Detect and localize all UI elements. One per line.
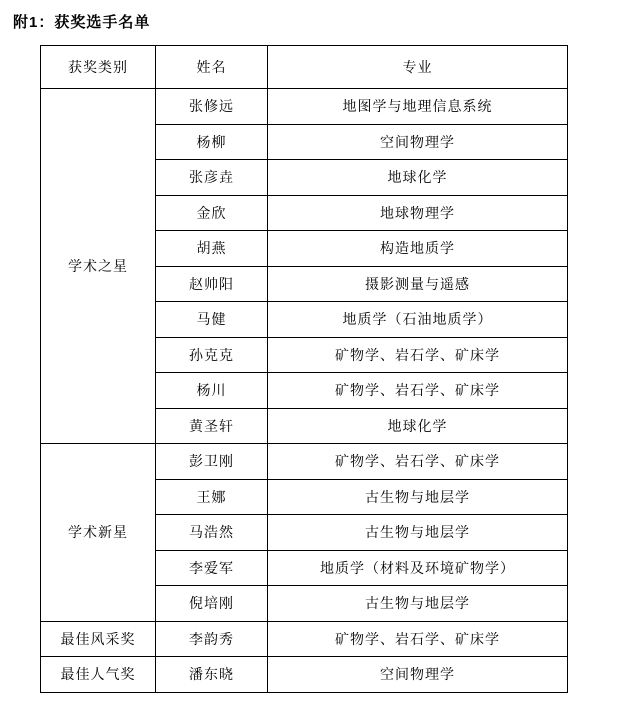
category-cell: 学术新星: [41, 444, 156, 622]
name-cell: 王娜: [156, 479, 268, 515]
major-cell: 地质学（石油地质学）: [268, 302, 568, 338]
header-category: 获奖类别: [41, 46, 156, 89]
table-row: [41, 89, 568, 125]
major-cell: 地质学（材料及环境矿物学）: [268, 550, 568, 586]
name-cell: 孙克克: [156, 337, 268, 373]
major-cell: 地图学与地理信息系统: [268, 89, 568, 125]
major-cell: 空间物理学: [268, 124, 568, 160]
category-cell: 最佳风采奖: [41, 621, 156, 657]
name-cell: 彭卫刚: [156, 444, 268, 480]
name-cell: 杨川: [156, 373, 268, 409]
name-cell: 潘东晓: [156, 657, 268, 693]
name-cell: 马浩然: [156, 515, 268, 551]
category-cell: 学术之星: [41, 89, 156, 444]
name-cell: 倪培刚: [156, 586, 268, 622]
major-cell: 矿物学、岩石学、矿床学: [268, 373, 568, 409]
table-row: [41, 657, 568, 693]
name-cell: 马健: [156, 302, 268, 338]
major-cell: 构造地质学: [268, 231, 568, 267]
page-title: 附1：获奖选手名单: [13, 14, 151, 31]
name-cell: 张修远: [156, 89, 268, 125]
name-cell: 胡燕: [156, 231, 268, 267]
category-cell: 最佳人气奖: [41, 657, 156, 693]
major-cell: 古生物与地层学: [268, 586, 568, 622]
name-cell: 杨柳: [156, 124, 268, 160]
major-cell: 空间物理学: [268, 657, 568, 693]
major-cell: 矿物学、岩石学、矿床学: [268, 621, 568, 657]
name-cell: 金欣: [156, 195, 268, 231]
table-row: [41, 621, 568, 657]
major-cell: 矿物学、岩石学、矿床学: [268, 444, 568, 480]
name-cell: 李爱军: [156, 550, 268, 586]
major-cell: 古生物与地层学: [268, 515, 568, 551]
name-cell: 李韵秀: [156, 621, 268, 657]
major-cell: 古生物与地层学: [268, 479, 568, 515]
major-cell: 地球化学: [268, 408, 568, 444]
header-major: 专业: [268, 46, 568, 89]
table-row: [41, 444, 568, 480]
major-cell: 地球化学: [268, 160, 568, 196]
name-cell: 黄圣轩: [156, 408, 268, 444]
header-name: 姓名: [156, 46, 268, 89]
name-cell: 赵帅阳: [156, 266, 268, 302]
table-header-row: [41, 46, 568, 89]
name-cell: 张彦垚: [156, 160, 268, 196]
major-cell: 矿物学、岩石学、矿床学: [268, 337, 568, 373]
award-winners-table: [40, 45, 568, 693]
major-cell: 地球物理学: [268, 195, 568, 231]
major-cell: 摄影测量与遥感: [268, 266, 568, 302]
